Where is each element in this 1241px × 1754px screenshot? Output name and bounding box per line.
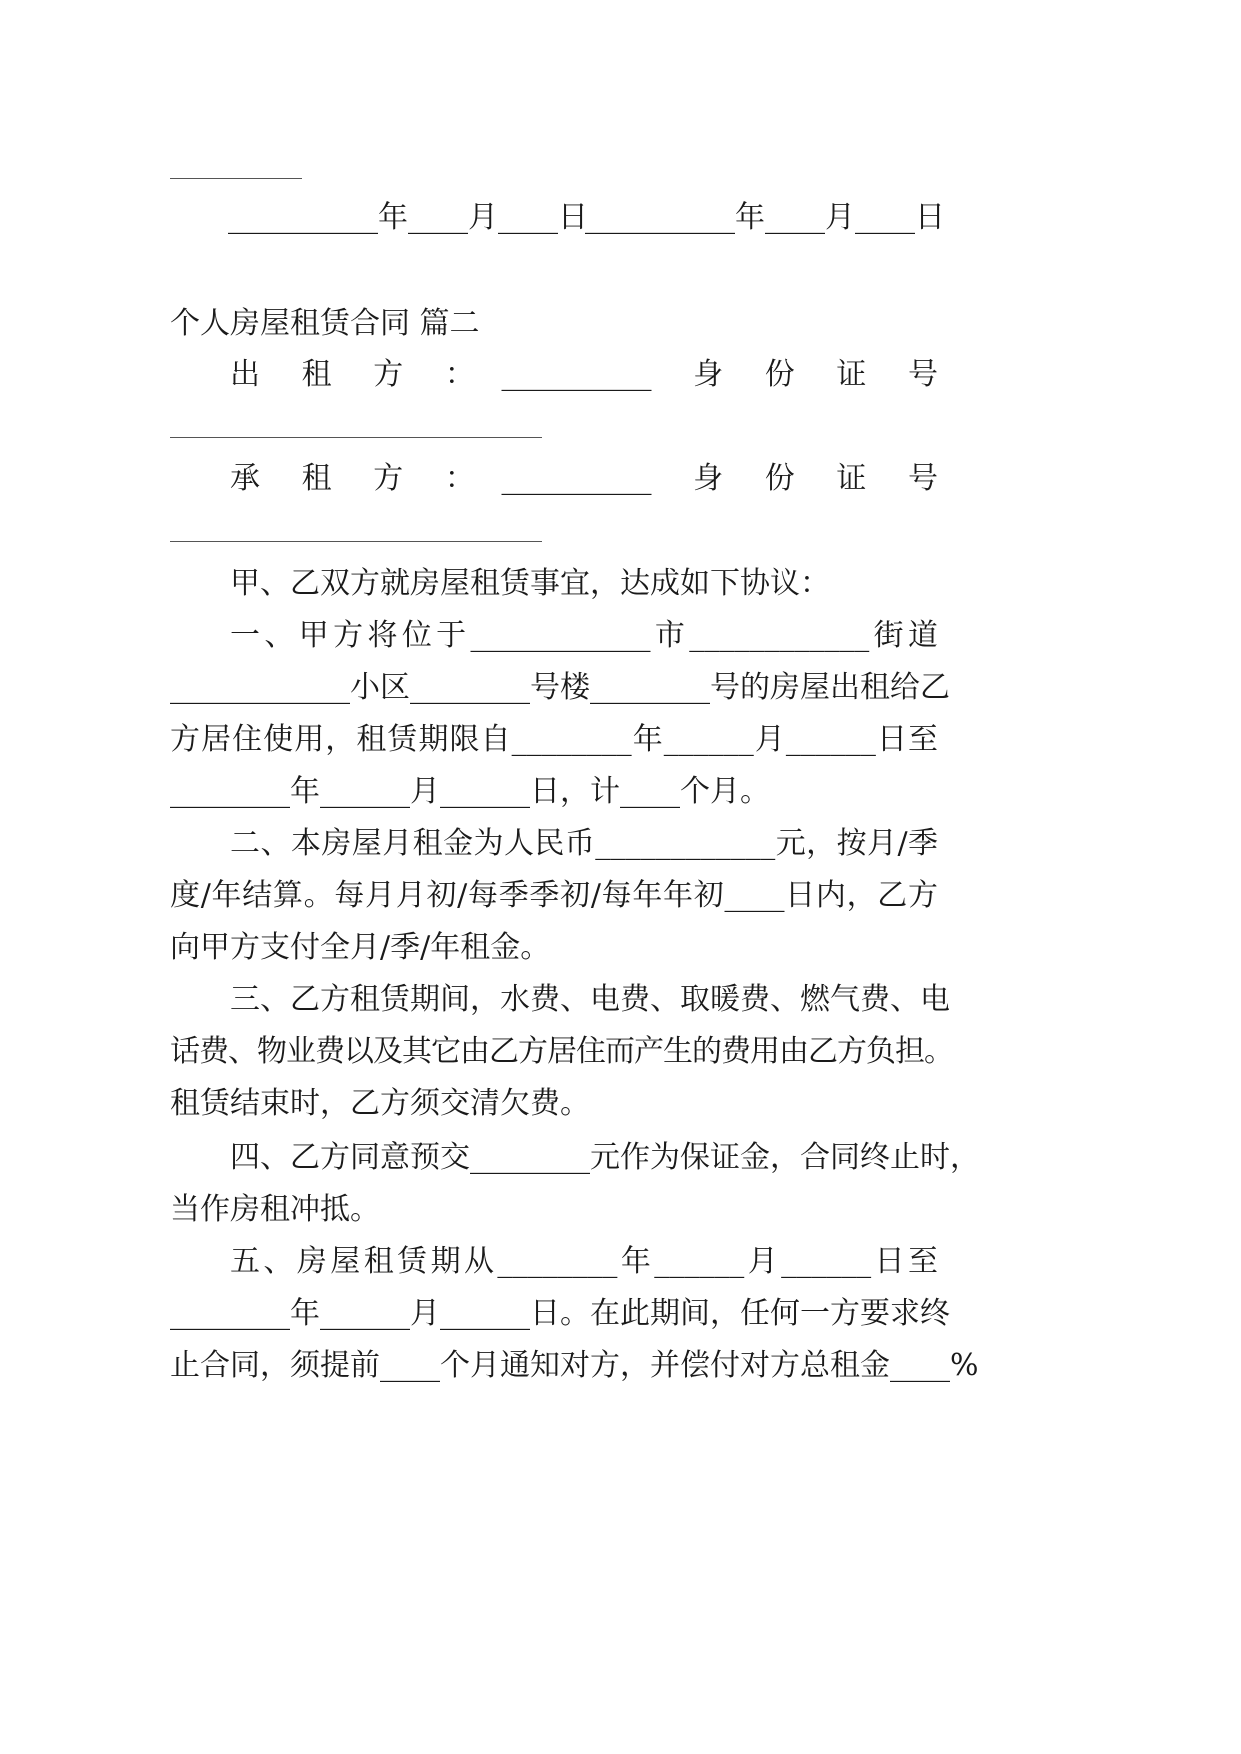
clause2-l1: 二、本房屋月租金为人民币____________元，按月/季: [230, 826, 938, 861]
intro-text: 甲、乙双方就房屋租赁事宜，达成如下协议：: [230, 566, 830, 601]
clause2-l2: 度/年结算。每月月初/每季季初/每年年初____日内，乙方: [170, 878, 938, 913]
clause2-l3: 向甲方支付全月/季/年租金。: [170, 930, 551, 965]
clause1-l2: ____________小区________号楼________号的房屋出租给乙: [170, 670, 950, 705]
lessor-text: 出 租 方 ： __________ 身 份 证 号: [230, 357, 938, 392]
clause3-l3: 租赁结束时，乙方须交清欠费。: [170, 1086, 590, 1121]
lessee-id-blank: [170, 541, 542, 542]
clause5-l3: 止合同，须提前____个月通知对方，并偿付对方总租金____%: [170, 1348, 979, 1383]
clause1-l4: ________年______月______日，计____个月。: [170, 774, 770, 809]
clause1-l1: 一、甲方将位于____________市____________街道: [230, 618, 938, 653]
clause3-l1: 三、乙方租赁期间，水费、电费、取暖费、燃气费、电: [230, 982, 950, 1017]
lessee-text: 承 租 方 ： __________ 身 份 证 号: [230, 461, 938, 496]
clause4-l1: 四、乙方同意预交________元作为保证金，合同终止时，: [230, 1140, 980, 1175]
clause5-l1: 五、房屋租赁期从________年______月______日至: [230, 1244, 938, 1279]
blank-line: [170, 178, 302, 179]
signature-date-right: __________年____月____日: [585, 200, 945, 235]
clause4-l2: 当作房租冲抵。: [170, 1192, 380, 1227]
section-title-text: 个人房屋租赁合同 篇二: [170, 306, 480, 341]
clause5-l2: ________年______月______日。在此期间，任何一方要求终: [170, 1296, 950, 1331]
signature-date-left: __________年____月____日: [228, 200, 588, 235]
clause1-l3: 方居住使用，租赁期限自________年______月______日至: [170, 722, 938, 757]
clause3-l2: 话费、物业费以及其它由乙方居住而产生的费用由乙方负担。: [170, 1034, 953, 1069]
lessor-id-blank: [170, 437, 542, 438]
